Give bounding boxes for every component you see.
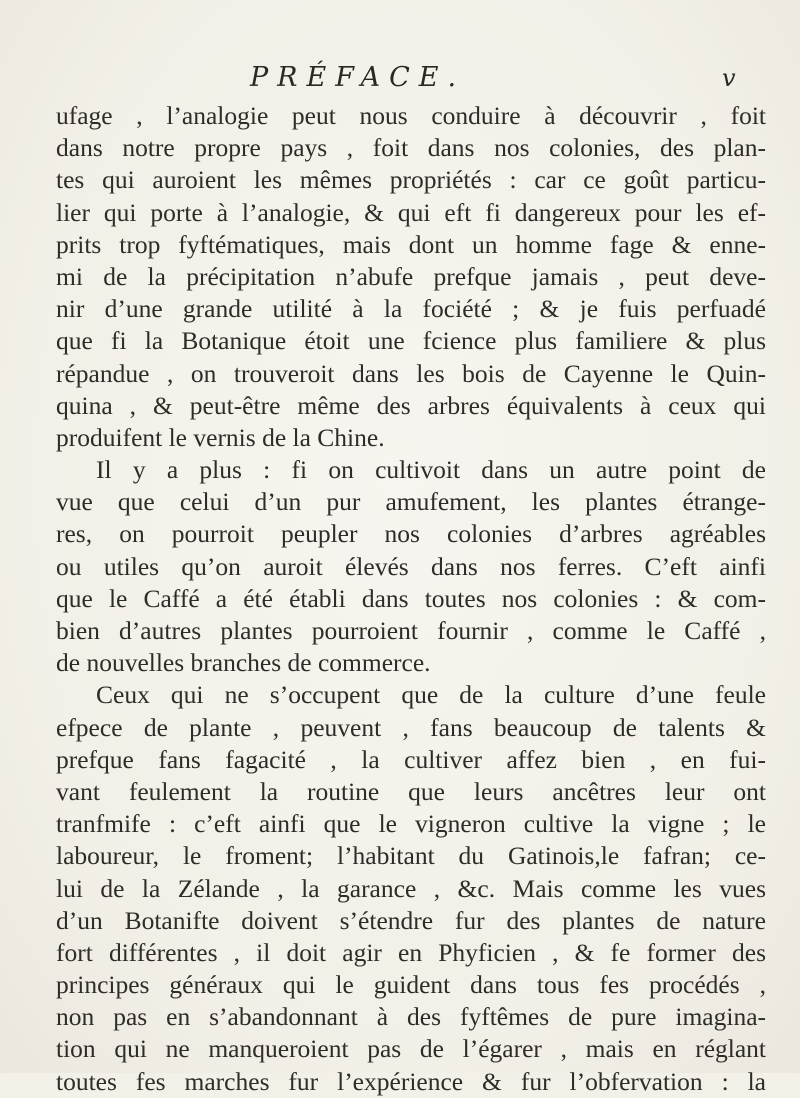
text-line: vue que celui d’un pur amufement, les plantes étrange- <box>56 487 766 517</box>
page-number: v <box>722 64 736 92</box>
text-line: lier qui porte à l’analogie, & qui eft fi dangereux pour les ef- <box>56 197 766 227</box>
text-line: prits trop fyftématiques, mais dont un homme fage & enne- <box>56 229 766 259</box>
text-line: Il y a plus : fi on cultivoit dans un autre point de <box>96 455 766 485</box>
paragraph <box>56 679 766 1097</box>
text-line: que le Caffé a été établi dans toutes nos colonies : & com- <box>56 583 766 613</box>
paragraph <box>56 100 766 454</box>
text-line: ufage , l’analogie peut nous conduire à découvrir , foit <box>56 101 766 130</box>
text-line: fort différentes , il doit agir en Phyficien , & fe former des <box>56 937 766 967</box>
text-line: tes qui auroient les mêmes propriétés : car ce goût particu- <box>56 165 766 195</box>
text-line: vant feulement la routine que leurs ancêtres leur ont <box>56 776 766 806</box>
text-line: d’un Botanifte doivent s’étendre fur des plantes de nature <box>56 905 766 935</box>
text-line: laboureur, le froment; l’habitant du Gatinois,le fafran; ce- <box>56 841 766 871</box>
text-line: de nouvelles branches de commerce. <box>56 648 431 678</box>
text-line: Ceux qui ne s’occupent que de la culture d’une feule <box>96 680 766 710</box>
text-line: dans notre propre pays , foit dans nos colonies, des plan- <box>56 133 766 163</box>
text-line: ou utiles qu’on auroit élevés dans nos ferres. C’eft ainfi <box>56 551 766 581</box>
text-line: prefque fans fagacité , la cultiver affez bien , en fui- <box>56 744 766 774</box>
text-line: res, on pourroit peupler nos colonies d’arbres agréables <box>56 519 766 549</box>
text-line: produifent le vernis de la Chine. <box>56 422 385 452</box>
running-head <box>0 62 800 98</box>
text-line: répandue , on trouveroit dans les bois de Cayenne le Quin- <box>56 358 766 388</box>
text-line: quina , & peut-être même des arbres équivalents à ceux qui <box>56 390 766 420</box>
text-line: tion qui ne manqueroient pas de l’égarer , mais en réglant <box>56 1034 766 1064</box>
text-line: toutes fes marches fur l’expérience & fur l’obfervation : la <box>56 1066 766 1096</box>
paragraph <box>56 454 766 679</box>
text-line: nir d’une grande utilité à la fociété ; & je fuis perfuadé <box>56 294 766 324</box>
body-text <box>56 100 766 1098</box>
running-title: PRÉFACE. <box>250 62 466 93</box>
text-line: que fi la Botanique étoit une fcience plus familiere & plus <box>56 326 766 356</box>
text-line: non pas en s’abandonnant à des fyftêmes de pure imagina- <box>56 1002 766 1032</box>
text-line: bien d’autres plantes pourroient fournir , comme le Caffé , <box>56 616 766 645</box>
text-line: efpece de plante , peuvent , fans beaucoup de talents & <box>56 712 766 742</box>
text-line: principes généraux qui le guident dans tous fes procédés , <box>56 970 766 1000</box>
text-line: lui de la Zélande , la garance , &c. Mais comme les vues <box>56 873 766 903</box>
text-line: mi de la précipitation n’abufe prefque jamais , peut deve- <box>56 261 766 291</box>
text-line: tranfmife : c’eft ainfi que le vigneron cultive la vigne ; le <box>56 809 766 839</box>
